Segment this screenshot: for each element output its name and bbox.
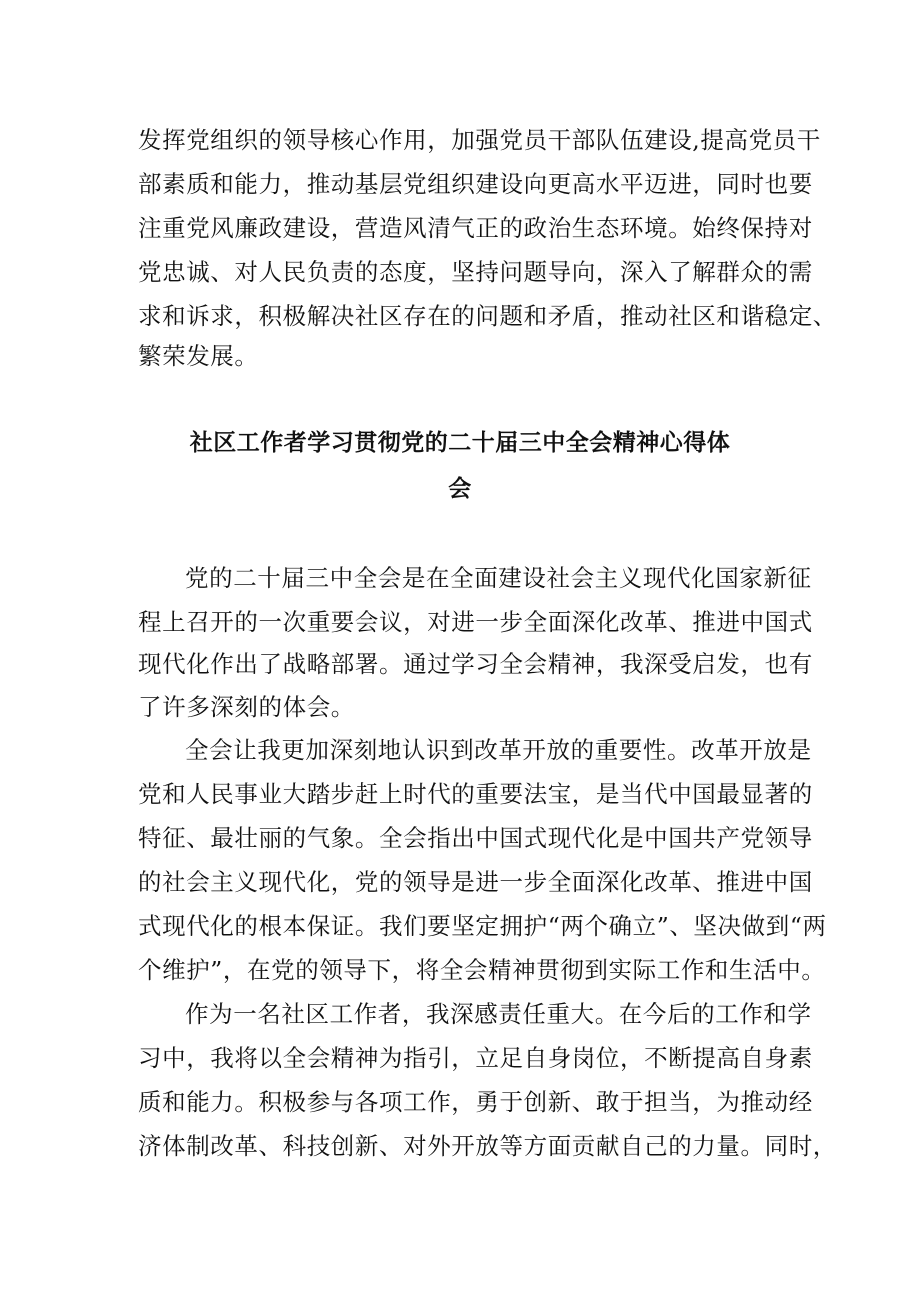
text-line: 的社会主义现代化，党的领导是进一步全面深化改革、推进中国 [138, 868, 813, 896]
text-line: 部素质和能力，推动基层党组织建设向更高水平迈进，同时也要 [138, 170, 813, 198]
text-line: 党忠诚、对人民负责的态度，坚持问题导向，深入了解群众的需 [138, 258, 813, 286]
text-line: 繁荣发展。 [138, 342, 259, 370]
text-line: 求和诉求，积极解决社区存在的问题和矛盾，推动社区和谐稳定、 [138, 302, 837, 330]
text-line: 党的二十届三中全会是在全面建设社会主义现代化国家新征 [185, 564, 812, 592]
title-line: 社区工作者学习贯彻党的二十届三中全会精神心得体 [189, 430, 731, 456]
text-line: 党和人民事业大踏步赶上时代的重要法宝，是当代中国最显著的 [138, 780, 813, 808]
text-line: 个维护”，在党的领导下，将全会精神贯彻到实际工作和生活中。 [138, 956, 826, 984]
text-line: 注重党风廉政建设，营造风清气正的政治生态环境。始终保持对 [138, 214, 813, 242]
text-line: 发挥党组织的领导核心作用，加强党员干部队伍建设,提高党员干 [138, 126, 821, 154]
text-line: 式现代化的根本保证。我们要坚定拥护“两个确立”、坚决做到“两 [138, 912, 827, 940]
text-line: 济体制改革、科技创新、对外开放等方面贡献自己的力量。同时， [138, 1132, 837, 1160]
text-line: 习中，我将以全会精神为指引，立足自身岗位，不断提高自身素 [138, 1044, 813, 1072]
text-line: 质和能力。积极参与各项工作，勇于创新、敢于担当，为推动经 [138, 1088, 813, 1116]
title-line: 会 [448, 476, 472, 502]
text-line: 作为一名社区工作者，我深感责任重大。在今后的工作和学 [185, 1000, 812, 1028]
text-line: 全会让我更加深刻地认识到改革开放的重要性。改革开放是 [185, 736, 812, 764]
text-line: 程上召开的一次重要会议，对进一步全面深化改革、推进中国式 [138, 608, 813, 636]
text-line: 现代化作出了战略部署。通过学习全会精神，我深受启发，也有 [138, 650, 813, 678]
text-line: 特征、最壮丽的气象。全会指出中国式现代化是中国共产党领导 [138, 824, 813, 852]
text-line: 了许多深刻的体会。 [138, 693, 355, 721]
